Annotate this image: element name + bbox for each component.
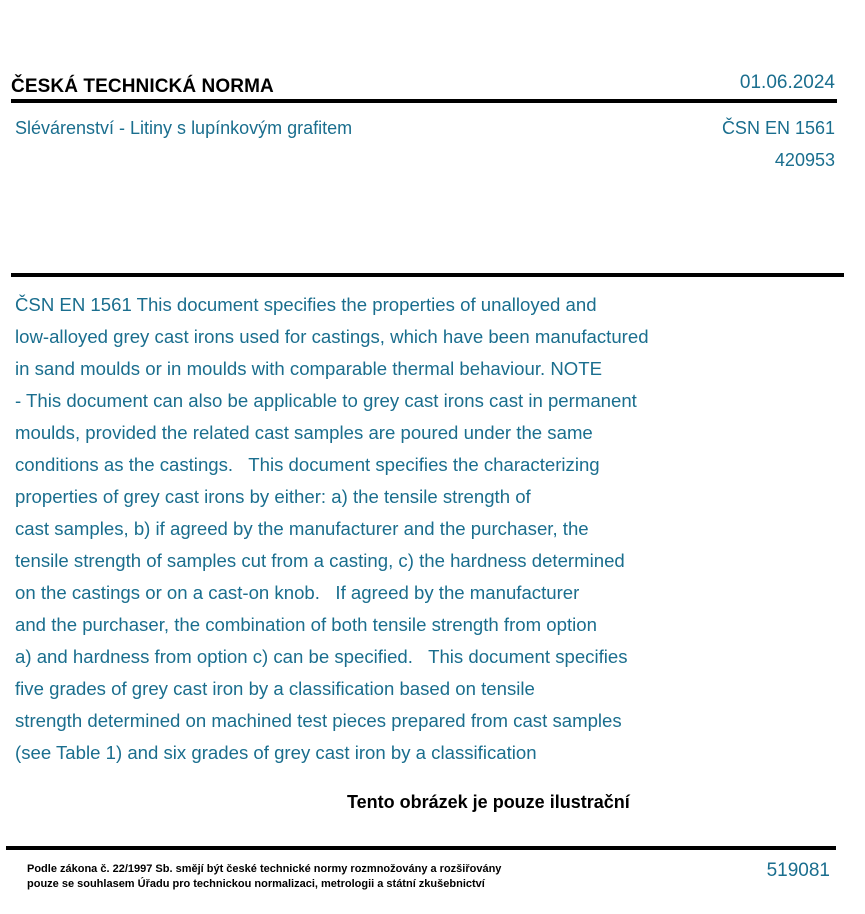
abstract-line: - This document can also be applicable to grey cast irons cast in permanent	[15, 390, 637, 411]
section-divider	[11, 273, 844, 277]
classification-code: 420953	[774, 150, 835, 170]
abstract-line: in sand moulds or in moulds with comparable thermal behaviour. NOTE	[15, 358, 603, 379]
legal-notice-line: pouze se souhlasem Úřadu pro technickou normalizaci, metrologii a státní zkušebnictví	[27, 878, 485, 890]
illustration-note: Tento obrázek je pouze ilustrační	[347, 792, 630, 812]
abstract-line: five grades of grey cast iron by a classification based on tensile	[15, 678, 535, 699]
abstract-line: on the castings or on a cast-on knob. If agreed by the manufacturer	[15, 582, 580, 603]
abstract-line: low-alloyed grey cast irons used for castings, which have been manufactured	[15, 326, 649, 347]
publication-date: 01.06.2024	[739, 72, 835, 93]
standard-subject: Slévárenství - Litiny s lupínkovým grafitem	[15, 118, 353, 138]
abstract-line: cast samples, b) if agreed by the manufacturer and the purchaser, the	[15, 518, 589, 539]
legal-notice-line: Podle zákona č. 22/1997 Sb. smějí být české technické normy rozmnožovány a rozšiřovány	[27, 863, 502, 875]
abstract-line: and the purchaser, the combination of both tensile strength from option	[15, 614, 597, 635]
legal-notice	[27, 862, 501, 892]
abstract-text	[15, 289, 775, 769]
abstract-line: (see Table 1) and six grades of grey cast iron by a classification	[15, 742, 537, 763]
abstract-line: tensile strength of samples cut from a casting, c) the hardness determined	[15, 550, 625, 571]
abstract-line: strength determined on machined test pieces prepared from cast samples	[15, 710, 622, 731]
abstract-line: a) and hardness from option c) can be specified. This document specifies	[15, 646, 628, 667]
standard-code: ČSN EN 1561	[721, 118, 835, 138]
footer-divider	[6, 846, 836, 850]
header-divider	[11, 99, 837, 103]
abstract-line: moulds, provided the related cast samples are poured under the same	[15, 422, 593, 443]
abstract-line: conditions as the castings. This document specifies the characterizing	[15, 454, 600, 475]
document-type-title: ČESKÁ TECHNICKÁ NORMA	[11, 76, 274, 97]
abstract-line: ČSN EN 1561 This document specifies the properties of unalloyed and	[15, 294, 597, 315]
document-number: 519081	[766, 860, 830, 881]
abstract-line: properties of grey cast irons by either: a) the tensile strength of	[15, 486, 531, 507]
